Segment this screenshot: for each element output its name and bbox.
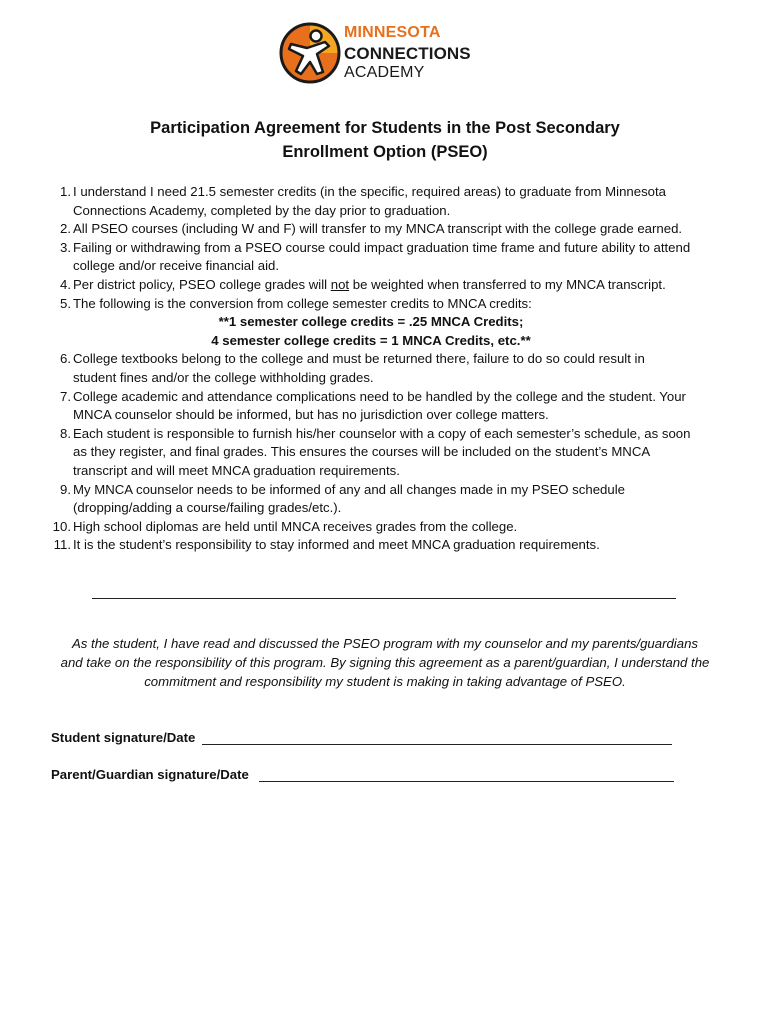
item-text: It is the student’s responsibility to stay informed and meet MNCA graduation requirements.	[73, 537, 600, 553]
logo-text-academy: ACADEMY	[344, 64, 425, 81]
page-title	[0, 116, 770, 164]
list-item	[51, 388, 691, 425]
list-item	[51, 425, 691, 481]
minnesota-connections-academy-logo	[279, 22, 499, 88]
acknowledgement-statement: As the student, I have read and discussed the PSEO program with my counselor and my parents/guardians and take on the responsibility of this program. By signing this agreement as a parent/guardian, I understand the commitment and responsibility my student is making in taking advantage of PSEO.	[60, 636, 710, 690]
list-item	[51, 183, 691, 220]
item-text-underline: not	[330, 276, 350, 292]
title-line-1: Participation Agreement for Students in the Post Secondary	[150, 119, 620, 137]
item-number: 1.	[60, 184, 71, 199]
logo-text-minnesota: MINNESOTA	[344, 24, 441, 41]
list-item	[51, 220, 691, 239]
item-number: 6.	[60, 351, 71, 367]
item-text: Failing or withdrawing from a PSEO course could impact graduation time frame and future ability to attend college and/or receive financial aid.	[73, 239, 691, 274]
title-line-2: Enrollment Option (PSEO)	[282, 143, 488, 161]
item-text: College textbooks belong to the college and must be returned there, failure to do so could result in student fines and/or the college withholding grades.	[73, 351, 645, 385]
item-number: 9.	[60, 481, 71, 497]
list-item	[51, 239, 691, 276]
item-number: 4.	[60, 276, 71, 292]
parent-signature-line[interactable]	[259, 781, 674, 782]
logo-text-connections: CONNECTIONS	[344, 44, 471, 63]
list-item	[51, 350, 691, 387]
student-signature-label: Student signature/Date	[51, 730, 196, 745]
item-text: College academic and attendance complications need to be handled by the college and the student. Your MNCA counselor should be informed, but has no jurisdiction over college matters.	[73, 388, 686, 423]
divider	[92, 598, 676, 599]
item-number: 5.	[60, 295, 71, 311]
agreement-list	[51, 183, 691, 555]
list-item	[51, 276, 691, 295]
list-item	[51, 536, 691, 555]
parent-signature-label: Parent/Guardian signature/Date	[51, 767, 249, 782]
item-text: I understand I need 21.5 semester credits (in the specific, required areas) to graduate from Minnesota Connections Academy, completed by the day prior to graduation.	[73, 184, 667, 218]
item-number: 10.	[52, 518, 71, 534]
item-text: All PSEO courses (including W and F) will transfer to my MNCA transcript with the college grade earned.	[73, 221, 683, 237]
item-text: My MNCA counselor needs to be informed of any and all changes made in my PSEO schedule (dropping/adding a course/failing grades/etc.).	[73, 481, 625, 516]
logo-mark-icon	[279, 22, 341, 84]
item-number: 7.	[60, 388, 71, 404]
conversion-line-1: **1 semester college credits = .25 MNCA Credits;	[218, 314, 524, 330]
conversion-line-2: 4 semester college credits = 1 MNCA Credits, etc.**	[211, 332, 531, 348]
list-item	[51, 481, 691, 518]
item-number: 11.	[53, 537, 71, 553]
item-text: Each student is responsible to furnish his/her counselor with a copy of each semester’s schedule, as soon as they register, and final grades. This ensures the courses will be included on the student’s MNCA transcript and will meet MNCA graduation requirements.	[73, 425, 691, 478]
item-number: 2.	[60, 221, 71, 237]
item-number: 8.	[60, 425, 71, 441]
credit-conversion	[51, 313, 691, 350]
list-item	[51, 295, 691, 314]
student-signature-line[interactable]	[202, 744, 672, 745]
item-text-post: be weighted when transferred to my MNCA transcript.	[349, 276, 666, 292]
list-item	[51, 518, 691, 537]
item-text: The following is the conversion from college semester credits to MNCA credits:	[73, 295, 532, 311]
item-text: High school diplomas are held until MNCA receives grades from the college.	[73, 518, 518, 534]
item-text-pre: Per district policy, PSEO college grades will	[73, 276, 331, 292]
item-number: 3.	[60, 239, 71, 255]
